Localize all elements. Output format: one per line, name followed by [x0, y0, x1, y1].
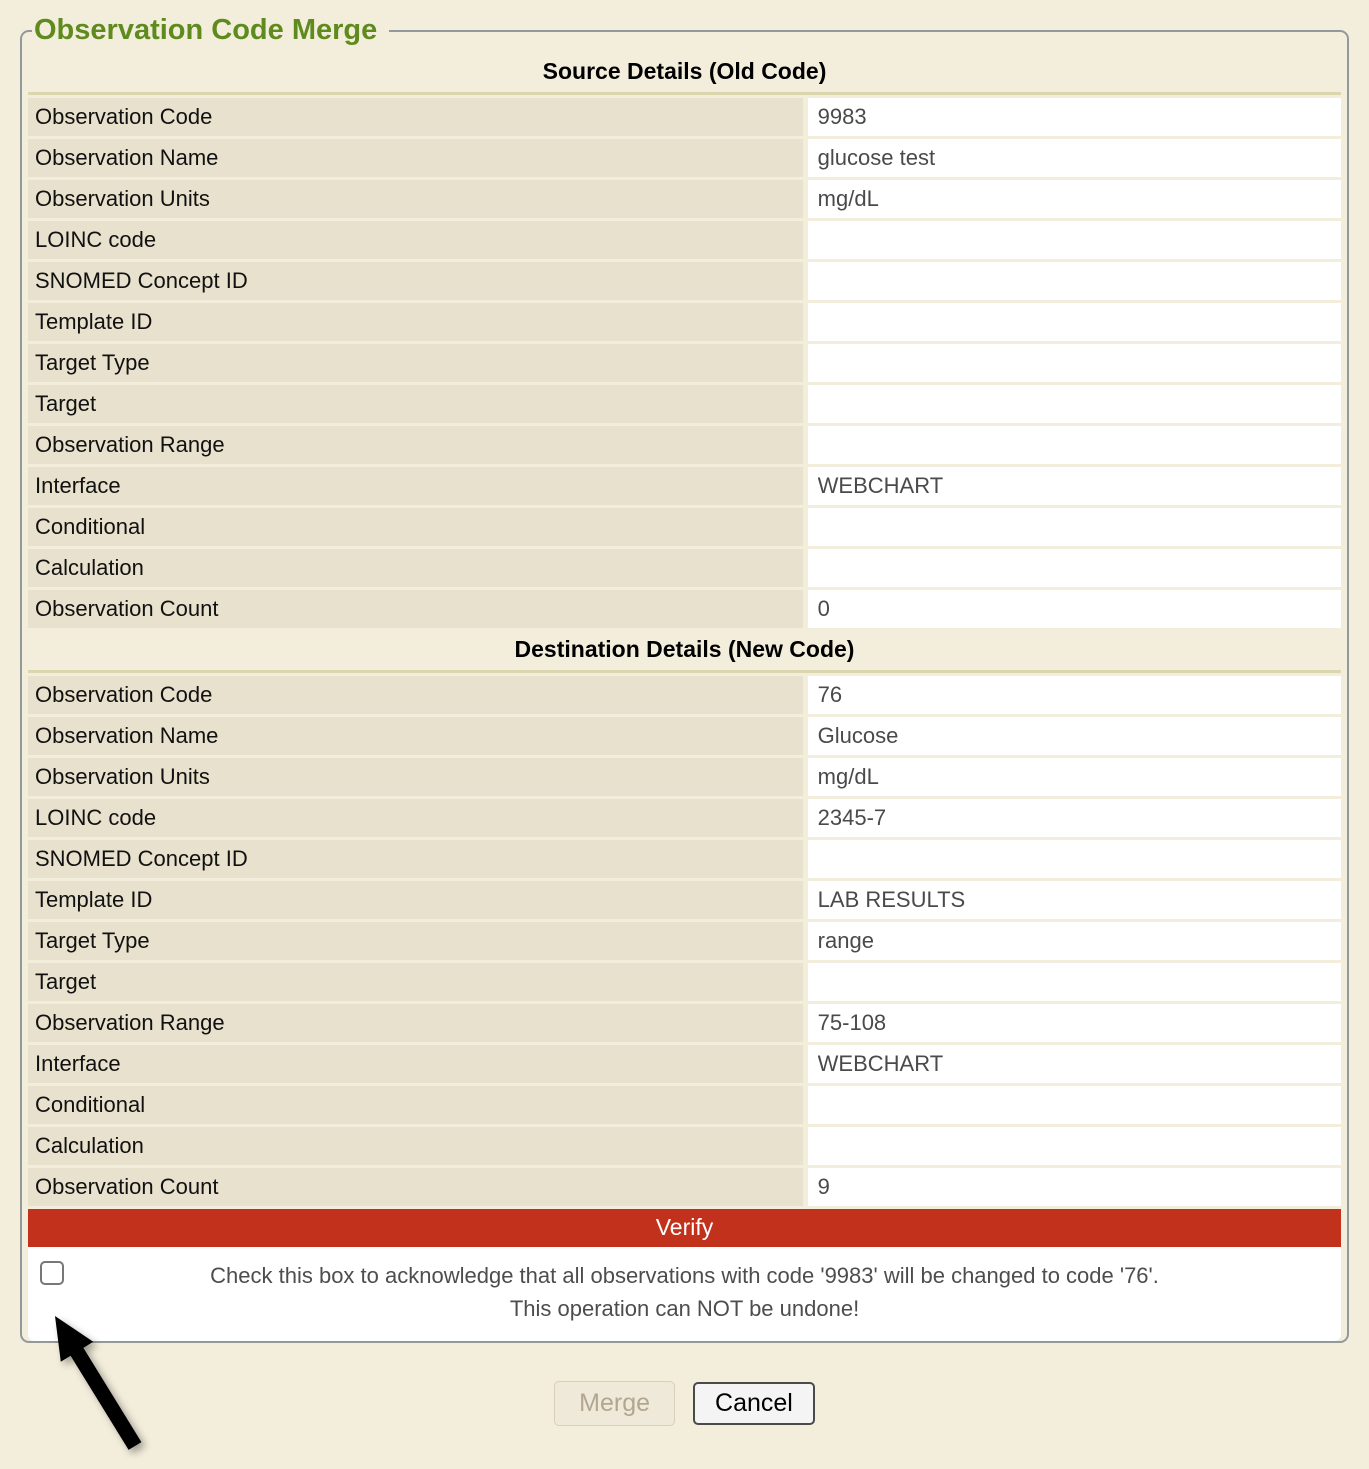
field-value-cell	[808, 881, 1341, 919]
field-input[interactable]	[808, 881, 1341, 919]
field-value-cell	[808, 1004, 1341, 1042]
field-row	[28, 385, 1341, 423]
field-value-cell	[808, 344, 1341, 382]
field-row	[28, 180, 1341, 218]
field-label: LOINC code	[28, 221, 803, 259]
field-row	[28, 799, 1341, 837]
field-value-cell	[808, 1127, 1341, 1165]
field-label: Calculation	[28, 549, 803, 587]
field-input[interactable]	[808, 385, 1341, 423]
field-label: Target	[28, 963, 803, 1001]
field-value-cell	[808, 963, 1341, 1001]
field-input[interactable]	[808, 344, 1341, 382]
field-row	[28, 221, 1341, 259]
acknowledge-text-line2: This operation can NOT be undone!	[509, 1296, 860, 1322]
field-value-cell	[808, 676, 1341, 714]
field-row	[28, 426, 1341, 464]
field-value-cell	[808, 508, 1341, 546]
field-value-cell	[808, 758, 1341, 796]
field-label: Template ID	[28, 881, 803, 919]
field-input[interactable]	[808, 799, 1341, 837]
merge-button[interactable]: Merge	[554, 1381, 675, 1426]
section-header: Destination Details (New Code)	[28, 631, 1341, 673]
field-label: Conditional	[28, 1086, 803, 1124]
field-input[interactable]	[808, 98, 1341, 136]
field-label: Observation Units	[28, 180, 803, 218]
field-row	[28, 922, 1341, 960]
field-input[interactable]	[808, 1168, 1341, 1206]
field-label: Conditional	[28, 508, 803, 546]
acknowledge-row	[28, 1247, 1341, 1341]
field-value-cell	[808, 385, 1341, 423]
field-value-cell	[808, 221, 1341, 259]
field-input[interactable]	[808, 590, 1341, 628]
field-label: Observation Name	[28, 139, 803, 177]
field-row	[28, 98, 1341, 136]
field-row	[28, 963, 1341, 1001]
field-label: Observation Range	[28, 426, 803, 464]
field-value-cell	[808, 717, 1341, 755]
field-label: Interface	[28, 1045, 803, 1083]
field-value-cell	[808, 1045, 1341, 1083]
field-row	[28, 1086, 1341, 1124]
field-value-cell	[808, 139, 1341, 177]
cancel-button[interactable]: Cancel	[693, 1382, 815, 1425]
field-value-cell	[808, 180, 1341, 218]
field-row	[28, 1127, 1341, 1165]
field-label: Observation Range	[28, 1004, 803, 1042]
field-input[interactable]	[808, 717, 1341, 755]
field-row	[28, 758, 1341, 796]
field-value-cell	[808, 262, 1341, 300]
field-row	[28, 881, 1341, 919]
field-label: SNOMED Concept ID	[28, 840, 803, 878]
verify-bar: Verify	[28, 1209, 1341, 1247]
field-input[interactable]	[808, 922, 1341, 960]
field-row	[28, 590, 1341, 628]
field-label: Observation Code	[28, 98, 803, 136]
field-row	[28, 717, 1341, 755]
field-label: Observation Name	[28, 717, 803, 755]
field-row	[28, 262, 1341, 300]
field-input[interactable]	[808, 426, 1341, 464]
field-input[interactable]	[808, 1127, 1341, 1165]
field-label: Target Type	[28, 922, 803, 960]
field-value-cell	[808, 467, 1341, 505]
field-row	[28, 1168, 1341, 1206]
page-title: Observation Code Merge	[34, 14, 378, 46]
field-input[interactable]	[808, 758, 1341, 796]
field-label: Calculation	[28, 1127, 803, 1165]
field-value-cell	[808, 799, 1341, 837]
field-label: Template ID	[28, 303, 803, 341]
field-input[interactable]	[808, 963, 1341, 1001]
field-input[interactable]	[808, 1086, 1341, 1124]
field-value-cell	[808, 426, 1341, 464]
field-value-cell	[808, 590, 1341, 628]
field-label: Observation Code	[28, 676, 803, 714]
field-label: Observation Units	[28, 758, 803, 796]
field-input[interactable]	[808, 262, 1341, 300]
field-label: Observation Count	[28, 590, 803, 628]
field-row	[28, 840, 1341, 878]
field-input[interactable]	[808, 221, 1341, 259]
action-buttons	[0, 1381, 1369, 1426]
field-label: Observation Count	[28, 1168, 803, 1206]
field-row	[28, 303, 1341, 341]
field-label: Interface	[28, 467, 803, 505]
field-value-cell	[808, 549, 1341, 587]
field-row	[28, 549, 1341, 587]
field-label: Target Type	[28, 344, 803, 382]
field-input[interactable]	[808, 1004, 1341, 1042]
field-row	[28, 1045, 1341, 1083]
acknowledge-checkbox[interactable]	[40, 1261, 64, 1285]
field-input[interactable]	[808, 676, 1341, 714]
field-input[interactable]	[808, 467, 1341, 505]
field-label: SNOMED Concept ID	[28, 262, 803, 300]
field-input[interactable]	[808, 303, 1341, 341]
field-row	[28, 1004, 1341, 1042]
field-input[interactable]	[808, 180, 1341, 218]
field-input[interactable]	[808, 508, 1341, 546]
field-row	[28, 676, 1341, 714]
field-row	[28, 139, 1341, 177]
field-input[interactable]	[808, 1045, 1341, 1083]
field-label: Target	[28, 385, 803, 423]
field-row	[28, 467, 1341, 505]
field-value-cell	[808, 1086, 1341, 1124]
field-value-cell	[808, 98, 1341, 136]
field-label: LOINC code	[28, 799, 803, 837]
observation-code-merge-panel	[20, 14, 1349, 1343]
field-row	[28, 344, 1341, 382]
acknowledge-text-line1: Check this box to acknowledge that all observations with code '9983' will be changed to code '76'.	[210, 1263, 1159, 1289]
field-row	[28, 508, 1341, 546]
field-input[interactable]	[808, 549, 1341, 587]
section-header: Source Details (Old Code)	[28, 53, 1341, 95]
field-value-cell	[808, 1168, 1341, 1206]
field-value-cell	[808, 840, 1341, 878]
merge-table	[28, 53, 1341, 1206]
field-value-cell	[808, 922, 1341, 960]
field-value-cell	[808, 303, 1341, 341]
field-input[interactable]	[808, 840, 1341, 878]
field-input[interactable]	[808, 139, 1341, 177]
